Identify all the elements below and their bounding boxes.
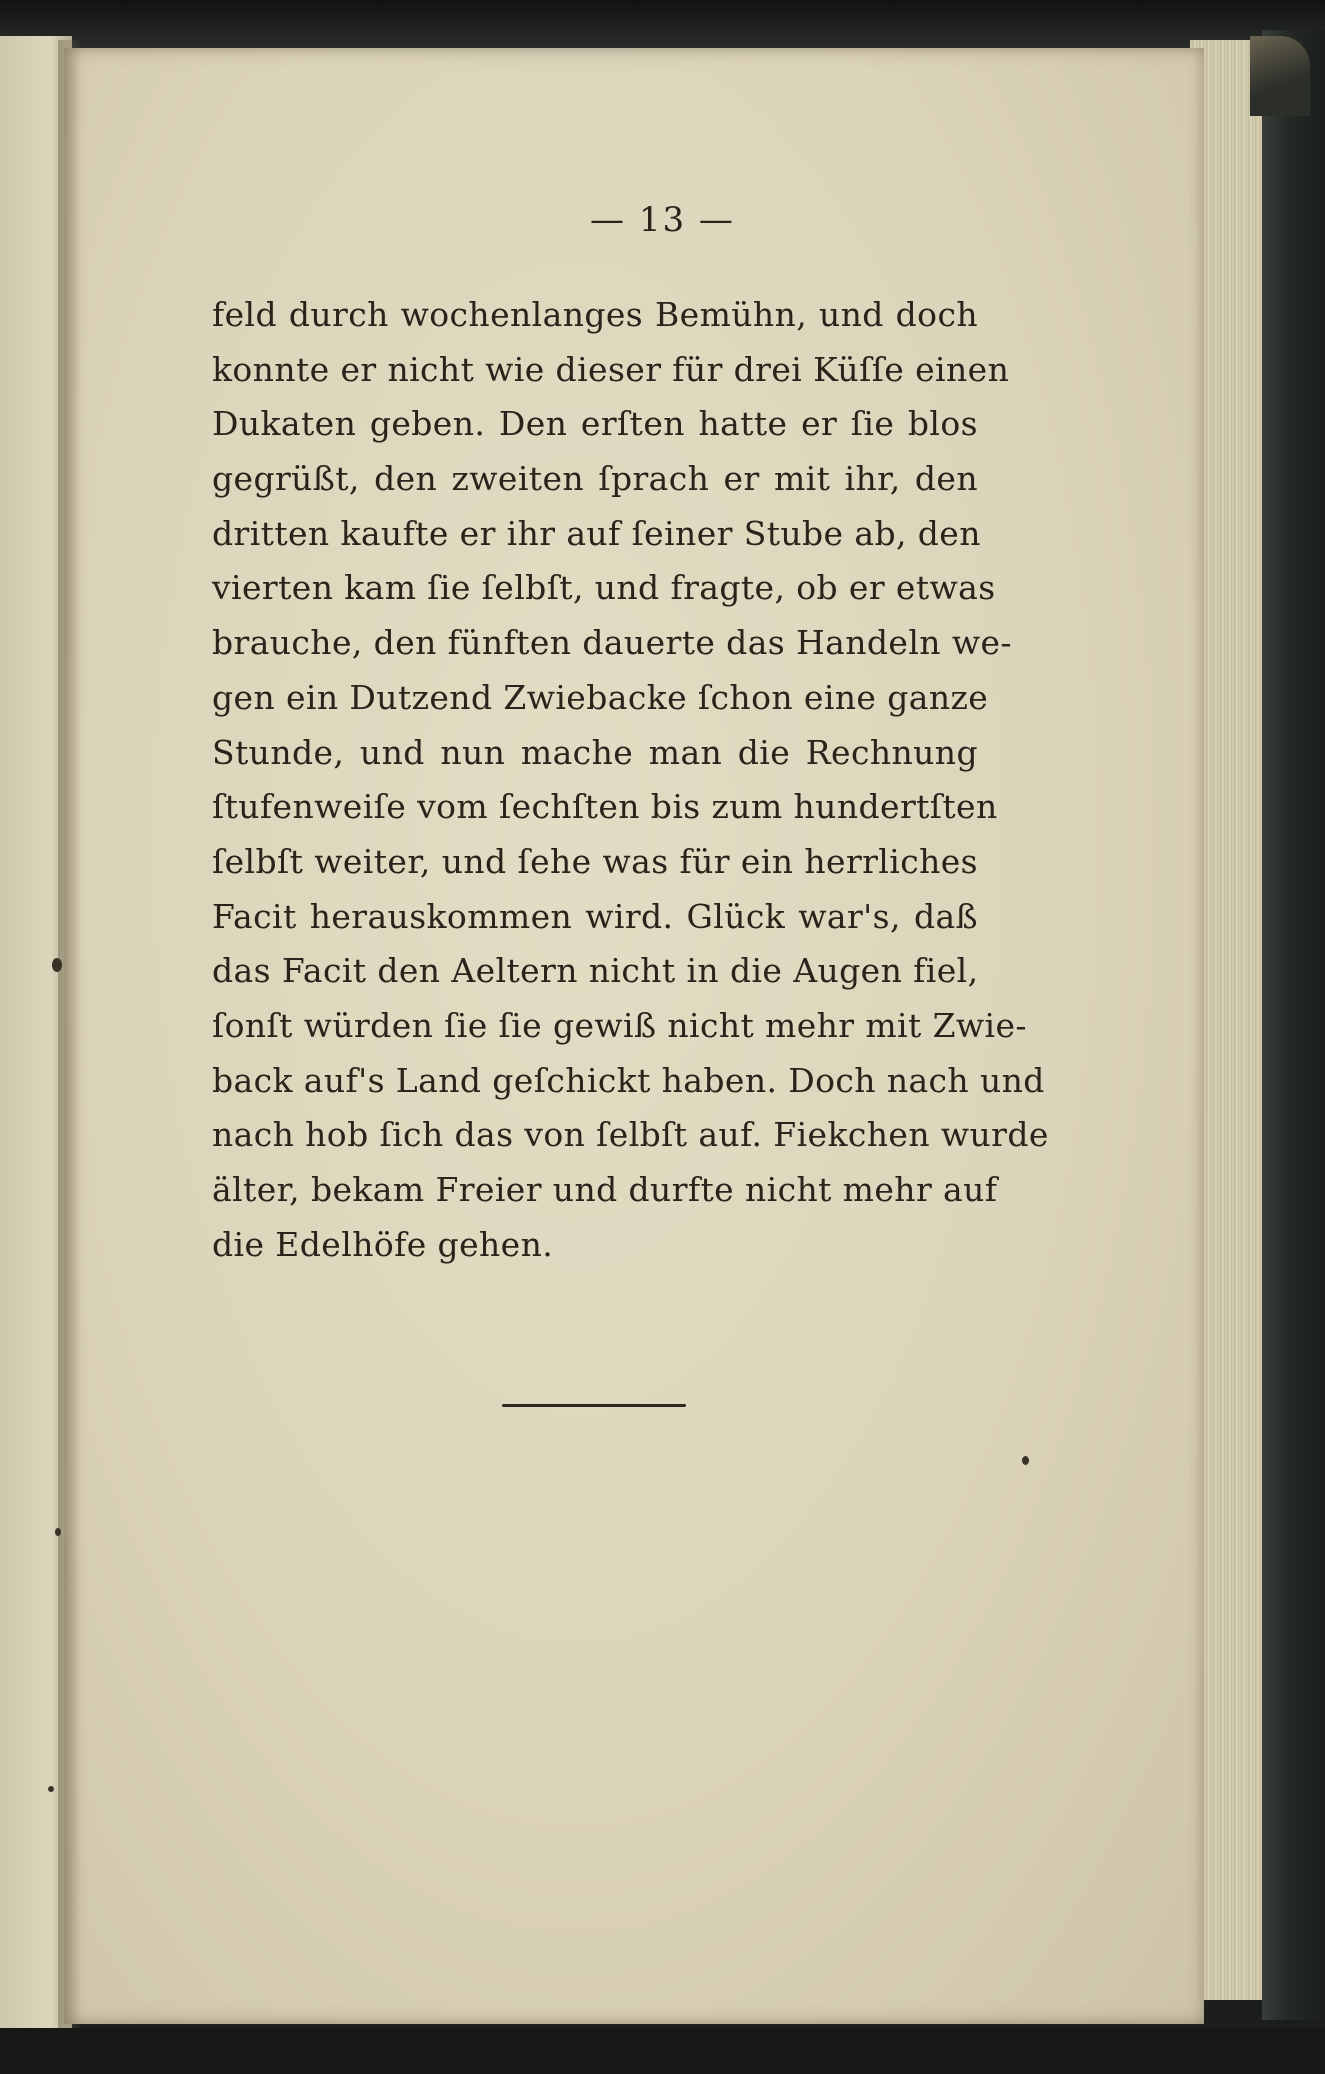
text-line: älter, bekam Freier und durfte nicht mehr auf <box>212 1170 998 1209</box>
text-line: Stunde, und nun mache man die Rechnung <box>212 732 978 772</box>
text-line: das Facit den Aeltern nicht in die Augen fiel, <box>212 951 979 991</box>
text-line: back auf's Land geſchickt haben. Doch nach und <box>212 1060 1045 1100</box>
text-line: Dukaten geben. Den erſten hatte er ſie blos <box>212 404 978 444</box>
text-line: ſelbſt weiter, und ſehe was für ein herrliches <box>212 841 978 881</box>
ink-speck <box>1022 1456 1029 1465</box>
text-line: nach hob ſich das von ſelbſt auf. Fiekchen wurde <box>212 1115 1049 1155</box>
text-line: brauche, den fünften dauerte das Handeln we- <box>212 623 1012 663</box>
body-text <box>212 288 1049 1272</box>
text-line: dritten kaufte er ihr auf ſeiner Stube ab, den <box>212 513 981 553</box>
book-cover-corner <box>1250 36 1310 116</box>
ink-speck <box>52 958 62 972</box>
text-line: die Edelhöfe gehen. <box>212 1224 554 1264</box>
text-line: konnte er nicht wie dieser für drei Küſſe einen <box>212 349 1010 389</box>
book-cover <box>1262 30 1325 2020</box>
text-line: vierten kam ſie ſelbſt, und fragte, ob er etwas <box>212 568 996 608</box>
ink-speck <box>55 1528 61 1536</box>
text-line: gen ein Dutzend Zwiebacke ſchon eine ganze <box>212 677 989 717</box>
text-line: gegrüßt, den zweiten ſprach er mit ihr, den <box>212 459 978 499</box>
text-line: feld durch wochenlanges Bemühn, und doch <box>212 295 978 334</box>
end-rule <box>502 1404 686 1407</box>
background-bottom <box>0 2028 1325 2074</box>
text-line: ſtufenweiſe vom ſechſten bis zum hundertſten <box>212 787 998 827</box>
page-number: — 13 — <box>590 200 735 240</box>
page-gutter-shadow <box>58 40 80 2030</box>
ink-speck <box>48 1786 54 1792</box>
background-top <box>0 0 1325 48</box>
text-line: Facit herauskommen wird. Glück war's, daß <box>212 896 978 936</box>
text-line: ſonſt würden ſie ſie gewiß nicht mehr mit Zwie- <box>212 1005 1027 1045</box>
